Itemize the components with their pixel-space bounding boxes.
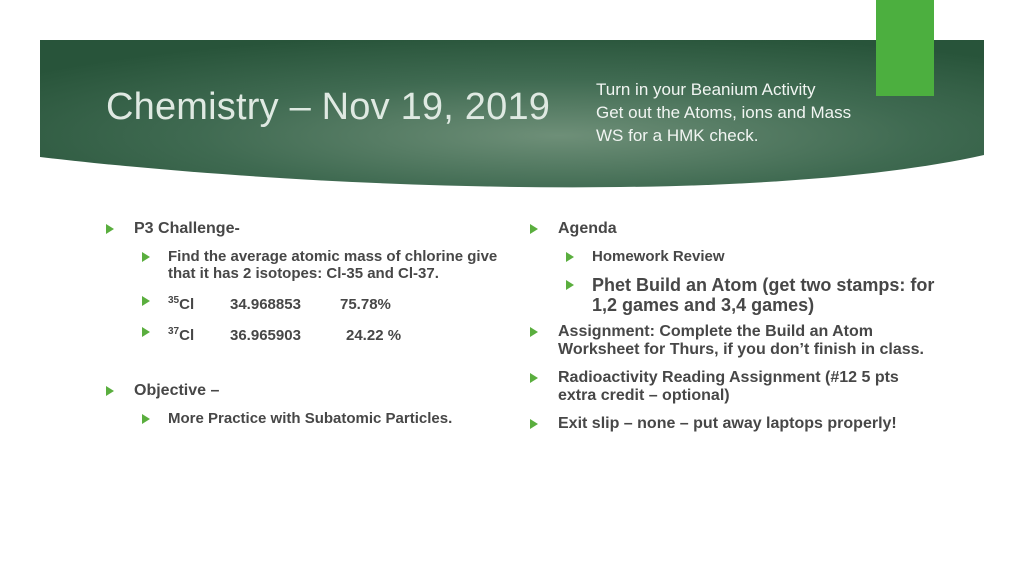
bullet-arrow-icon: [106, 386, 114, 396]
bullet-objective-item: [104, 410, 504, 427]
note-line: WS for a HMK check.: [596, 126, 759, 145]
bullet-arrow-icon: [530, 327, 538, 337]
challenge-text: P3 Challenge-: [134, 220, 240, 237]
bullet-find: [104, 248, 504, 282]
objective-item-text: More Practice with Subatomic Particles.: [168, 410, 453, 427]
homework-text: Homework Review: [592, 248, 725, 265]
header-notes: [596, 78, 851, 147]
bullet-arrow-icon: [106, 224, 114, 234]
bullet-arrow-icon: [142, 327, 150, 337]
bullet-objective: [104, 382, 504, 400]
bullet-arrow-icon: [142, 296, 150, 306]
mass-number: 35: [168, 295, 180, 306]
note-line: Turn in your Beanium Activity: [596, 80, 816, 99]
isotope-abundance: 75.78%: [340, 296, 391, 313]
isotope-abundance: 24.22 %: [346, 327, 402, 344]
isotope-row: [104, 292, 504, 313]
bullet-arrow-icon: [142, 252, 150, 262]
isotope-row: [104, 323, 504, 344]
isotope-mass: 36.965903: [230, 327, 301, 344]
find-text: Find the average atomic mass of chlorine give that it has 2 isotopes: Cl-35 and Cl-37.: [168, 248, 498, 282]
bullet-challenge: [104, 220, 504, 238]
bullet-arrow-icon: [566, 280, 574, 290]
bullet-arrow-icon: [530, 224, 538, 234]
bullet-agenda: [528, 220, 938, 238]
bullet-arrow-icon: [142, 414, 150, 424]
isotope-symbol: [168, 323, 230, 344]
exit-slip-text: Exit slip – none – put away laptops properly!: [558, 415, 897, 432]
isotope-symbol: [168, 292, 230, 313]
element-symbol: Cl: [179, 296, 195, 313]
assignment-text: Assignment: Complete the Build an Atom Worksheet for Thurs, if you don’t finish in class.: [558, 323, 924, 358]
bullet-exit-slip: [528, 415, 938, 433]
isotope-mass: 34.968853: [230, 296, 301, 313]
bullet-arrow-icon: [566, 252, 574, 262]
radioactivity-text: Radioactivity Reading Assignment (#12 5 pts extra credit – optional): [558, 369, 899, 404]
objective-text: Objective –: [134, 382, 220, 399]
bullet-homework: [528, 248, 938, 265]
bullet-arrow-icon: [530, 419, 538, 429]
bullet-phet: [528, 275, 938, 315]
agenda-text: Agenda: [558, 220, 617, 237]
bullet-radioactivity: [528, 369, 938, 405]
element-symbol: Cl: [179, 327, 195, 344]
bullet-assignment: [528, 323, 938, 359]
slide-title: Chemistry – Nov 19, 2019: [106, 86, 551, 128]
bullet-arrow-icon: [530, 373, 538, 383]
accent-bar: [876, 0, 934, 96]
right-column: [528, 220, 938, 433]
left-column: [104, 220, 504, 427]
mass-number: 37: [168, 326, 180, 337]
phet-text: Phet Build an Atom (get two stamps: for 1,2 games and 3,4 games): [592, 275, 935, 315]
note-line: Get out the Atoms, ions and Mass: [596, 103, 852, 122]
